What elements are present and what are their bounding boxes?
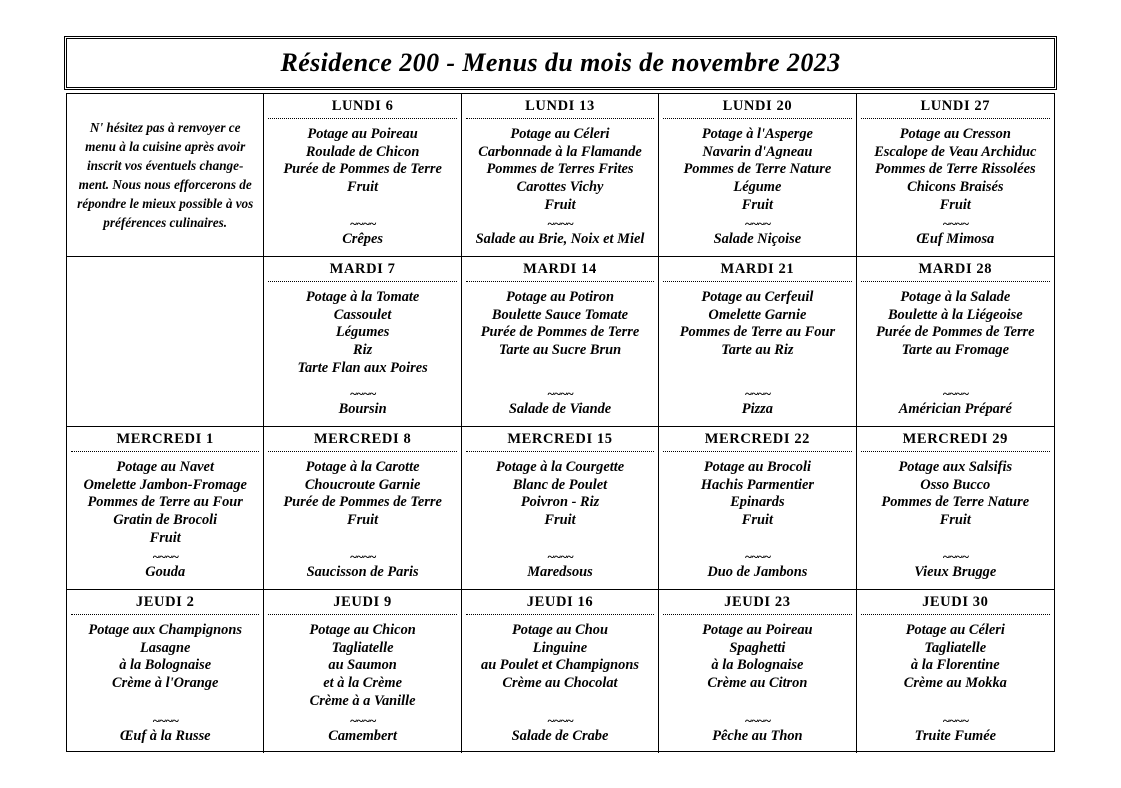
menu-day-cell <box>857 257 1054 427</box>
dish-item: Tarte au Riz <box>721 342 794 359</box>
dish-item: à la Bolognaise <box>119 657 212 674</box>
tilde-separator: ~~~~ <box>349 548 376 564</box>
dish-item: Boulette à la Liégeoise <box>887 306 1023 323</box>
tilde-separator: ~~~~ <box>349 712 376 728</box>
tilde-separator: ~~~~ <box>744 215 771 231</box>
day-header: MERCREDI 29 <box>861 427 1050 452</box>
dish-item: Riz <box>352 342 373 359</box>
day-header: JEUDI 9 <box>268 590 456 615</box>
tilde-separator: ~~~~ <box>942 385 969 401</box>
dish-item: Fruit <box>346 179 379 196</box>
evening-item: Saucisson de Paris <box>306 563 419 580</box>
dish-list <box>466 282 654 360</box>
dish-item: Tagliatelle <box>331 639 394 656</box>
dish-item: Lasagne <box>140 639 191 656</box>
dish-item: Gratin de Brocoli <box>113 512 218 529</box>
dish-list <box>861 119 1050 215</box>
dish-list <box>861 282 1050 360</box>
tilde-separator: ~~~~ <box>349 385 376 401</box>
evening-item: Camembert <box>328 727 397 744</box>
dish-list <box>663 615 851 693</box>
dish-list <box>71 615 259 693</box>
day-header: JEUDI 16 <box>466 590 654 615</box>
tilde-separator: ~~~~ <box>744 385 771 401</box>
dish-item: Fruit <box>939 512 971 529</box>
dish-list <box>861 452 1050 530</box>
intro-note-cell <box>67 94 264 257</box>
empty-cell <box>67 257 264 427</box>
day-header: MARDI 21 <box>663 257 851 282</box>
menu-day-cell <box>264 590 461 753</box>
dish-item: Chicons Braisés <box>907 179 1004 196</box>
evening-item: Gouda <box>145 563 186 580</box>
evening-item: Salade au Brie, Noix et Miel <box>475 230 645 247</box>
tilde-separator: ~~~~ <box>942 712 969 728</box>
dish-item: Cassoulet <box>333 306 392 323</box>
dish-item: Pommes de Terre au Four <box>679 324 836 341</box>
dish-list <box>466 119 654 215</box>
dish-item: Fruit <box>544 196 576 213</box>
dish-item: Choucroute Garnie <box>304 476 421 493</box>
dish-item: Potage au Céleri <box>510 126 610 142</box>
dish-item: Fruit <box>149 529 181 546</box>
dish-item: Purée de Pommes de Terre <box>283 494 442 511</box>
dish-item: Purée de Pommes de Terre <box>480 324 640 341</box>
dish-item: Légume <box>733 179 782 196</box>
evening-item: Maredsous <box>527 563 593 580</box>
dish-list <box>663 282 851 360</box>
evening-item: Salade de Viande <box>508 400 612 417</box>
dish-list <box>268 615 456 711</box>
menu-day-cell <box>857 427 1054 590</box>
dish-item: Potage au Céleri <box>905 622 1005 638</box>
dish-item: Navarin d'Agneau <box>702 143 813 160</box>
day-header: LUNDI 20 <box>663 94 851 119</box>
tilde-separator: ~~~~ <box>942 215 969 231</box>
dish-item: Crème au Chocolat <box>502 675 618 692</box>
dish-item: Potage à la Salade <box>900 289 1011 305</box>
evening-item: Américian Préparé <box>898 400 1012 417</box>
dish-item: Potage à la Courgette <box>495 459 625 475</box>
dish-item: Potage au Poireau <box>702 622 813 638</box>
evening-item: Vieux Brugge <box>914 563 997 580</box>
dish-item: Potage à l'Asperge <box>701 126 813 142</box>
dish-item: Fruit <box>346 512 379 529</box>
dish-item: et à la Crème <box>323 675 402 692</box>
dish-item: Tarte Flan aux Poires <box>297 359 428 376</box>
evening-item: Duo de Jambons <box>707 563 808 580</box>
dish-item: Potage au Cerfeuil <box>701 289 814 305</box>
document-title-banner <box>66 38 1055 88</box>
dish-item: à la Bolognaise <box>711 657 804 674</box>
dish-item: Roulade de Chicon <box>305 143 420 160</box>
day-header: MARDI 14 <box>466 257 654 282</box>
menu-day-cell <box>462 590 659 753</box>
dish-item: Hachis Parmentier <box>700 476 814 493</box>
dish-list <box>268 282 456 378</box>
dish-item: Fruit <box>741 196 773 213</box>
tilde-separator: ~~~~ <box>349 215 376 231</box>
dish-item: Epinards <box>730 494 785 511</box>
dish-item: Pommes de Terres Frites <box>486 161 634 178</box>
dish-item: Escalope de Veau Archiduc <box>874 143 1037 160</box>
tilde-separator: ~~~~ <box>942 548 969 564</box>
dish-item: Fruit <box>741 512 773 529</box>
dish-list <box>268 452 456 530</box>
evening-item: Pêche au Thon <box>712 727 803 744</box>
dish-list <box>663 452 851 530</box>
dish-item: Fruit <box>939 196 971 213</box>
menu-day-cell <box>659 590 856 753</box>
menu-day-cell <box>462 257 659 427</box>
tilde-separator: ~~~~ <box>547 712 573 728</box>
tilde-separator: ~~~~ <box>547 548 573 564</box>
menu-day-cell <box>67 590 264 753</box>
intro-note-text: N' hésitez pas à renvoyer ce menu à la cuisine après avoir inscrit vos éventuels change-ment. Nous nous efforcerons de répondre le mieux possible à vos préférences culinaires. <box>77 119 254 231</box>
dish-item: Purée de Pommes de Terre <box>876 324 1035 341</box>
dish-list <box>861 615 1050 693</box>
dish-item: Potage au Potiron <box>506 289 614 305</box>
menu-day-cell <box>462 94 659 257</box>
day-header: LUNDI 27 <box>861 94 1050 119</box>
day-header: MERCREDI 1 <box>71 427 259 452</box>
dish-item: Potage à la Tomate <box>305 289 420 305</box>
page-title: Résidence 200 - Menus du mois de novembre 2023 <box>280 48 841 77</box>
dish-item: Tarte au Fromage <box>901 342 1009 359</box>
menu-day-cell <box>659 427 856 590</box>
dish-item: Pommes de Terre Nature <box>881 494 1030 511</box>
dish-item: Osso Bucco <box>920 476 991 493</box>
menu-day-cell <box>264 427 461 590</box>
menu-day-cell <box>659 94 856 257</box>
day-header: MERCREDI 15 <box>466 427 654 452</box>
tilde-separator: ~~~~ <box>744 712 771 728</box>
dish-item: Potage aux Champignons <box>88 622 242 638</box>
tilde-separator: ~~~~ <box>152 548 179 564</box>
dish-item: Crème à l'Orange <box>112 675 219 692</box>
dish-item: Tagliatelle <box>924 639 987 656</box>
menu-day-cell <box>857 94 1054 257</box>
dish-item: à la Florentine <box>910 657 1000 674</box>
tilde-separator: ~~~~ <box>152 712 179 728</box>
dish-item: Fruit <box>544 512 576 529</box>
evening-item: Œuf à la Russe <box>119 727 211 744</box>
menu-day-cell <box>264 94 461 257</box>
dish-item: Boulette Sauce Tomate <box>491 306 629 323</box>
dish-item: Spaghetti <box>729 639 786 656</box>
day-header: JEUDI 23 <box>663 590 851 615</box>
dish-item: Carbonnade à la Flamande <box>478 143 642 160</box>
evening-item: Crêpes <box>342 230 383 247</box>
day-header: JEUDI 2 <box>71 590 259 615</box>
dish-item: Crème au Mokka <box>903 675 1007 692</box>
dish-item: Omelette Jambon-Fromage <box>83 476 247 493</box>
menu-grid <box>66 93 1055 752</box>
menu-day-cell <box>264 257 461 427</box>
dish-item: Potage au Poireau <box>307 126 418 142</box>
dish-item: Tarte au Sucre Brun <box>498 342 622 359</box>
dish-list <box>663 119 851 215</box>
dish-item: Potage au Cresson <box>899 126 1011 142</box>
dish-item: Crème à a Vanille <box>309 692 416 709</box>
day-header: MERCREDI 22 <box>663 427 851 452</box>
evening-item: Salade Niçoise <box>713 230 802 247</box>
evening-item: Œuf Mimosa <box>916 230 995 247</box>
dish-list <box>466 615 654 693</box>
day-header: LUNDI 13 <box>466 94 654 119</box>
day-header: LUNDI 6 <box>268 94 456 119</box>
evening-item: Pizza <box>741 400 773 417</box>
dish-item: Linguine <box>532 639 588 656</box>
day-header: MARDI 28 <box>861 257 1050 282</box>
dish-item: Potage au Brocoli <box>703 459 811 475</box>
dish-list <box>71 452 259 548</box>
evening-item: Boursin <box>338 400 387 417</box>
tilde-separator: ~~~~ <box>744 548 771 564</box>
dish-item: au Saumon <box>328 657 397 674</box>
dish-item: Carottes Vichy <box>516 179 604 196</box>
menu-day-cell <box>67 427 264 590</box>
menu-day-cell <box>462 427 659 590</box>
dish-item: Crème au Citron <box>707 675 808 692</box>
day-header: JEUDI 30 <box>861 590 1050 615</box>
dish-item: Pommes de Terre au Four <box>87 494 243 511</box>
dish-item: Pommes de Terre Rissolées <box>875 161 1036 178</box>
dish-item: Blanc de Poulet <box>512 476 608 493</box>
dish-item: Potage au Chou <box>512 622 608 638</box>
day-header: MARDI 7 <box>268 257 456 282</box>
dish-item: Omelette Garnie <box>708 306 807 323</box>
dish-item: Potage au Chicon <box>309 622 416 638</box>
evening-item: Salade de Crabe <box>511 727 609 744</box>
dish-item: Potage aux Salsifis <box>898 459 1013 475</box>
dish-list <box>268 119 456 197</box>
day-header: MERCREDI 8 <box>268 427 456 452</box>
dish-item: au Poulet et Champignons <box>481 657 639 674</box>
evening-item: Truite Fumée <box>914 727 996 744</box>
dish-item: Potage à la Carotte <box>305 459 420 475</box>
menu-day-cell <box>857 590 1054 753</box>
menu-day-cell <box>659 257 856 427</box>
tilde-separator: ~~~~ <box>547 215 573 231</box>
dish-item: Poivron - Riz <box>520 494 600 511</box>
dish-item: Légumes <box>335 324 390 341</box>
tilde-separator: ~~~~ <box>547 385 573 401</box>
dish-item: Purée de Pommes de Terre <box>283 161 442 178</box>
dish-item: Potage au Navet <box>116 459 214 475</box>
dish-item: Pommes de Terre Nature <box>683 161 832 178</box>
dish-list <box>466 452 654 530</box>
